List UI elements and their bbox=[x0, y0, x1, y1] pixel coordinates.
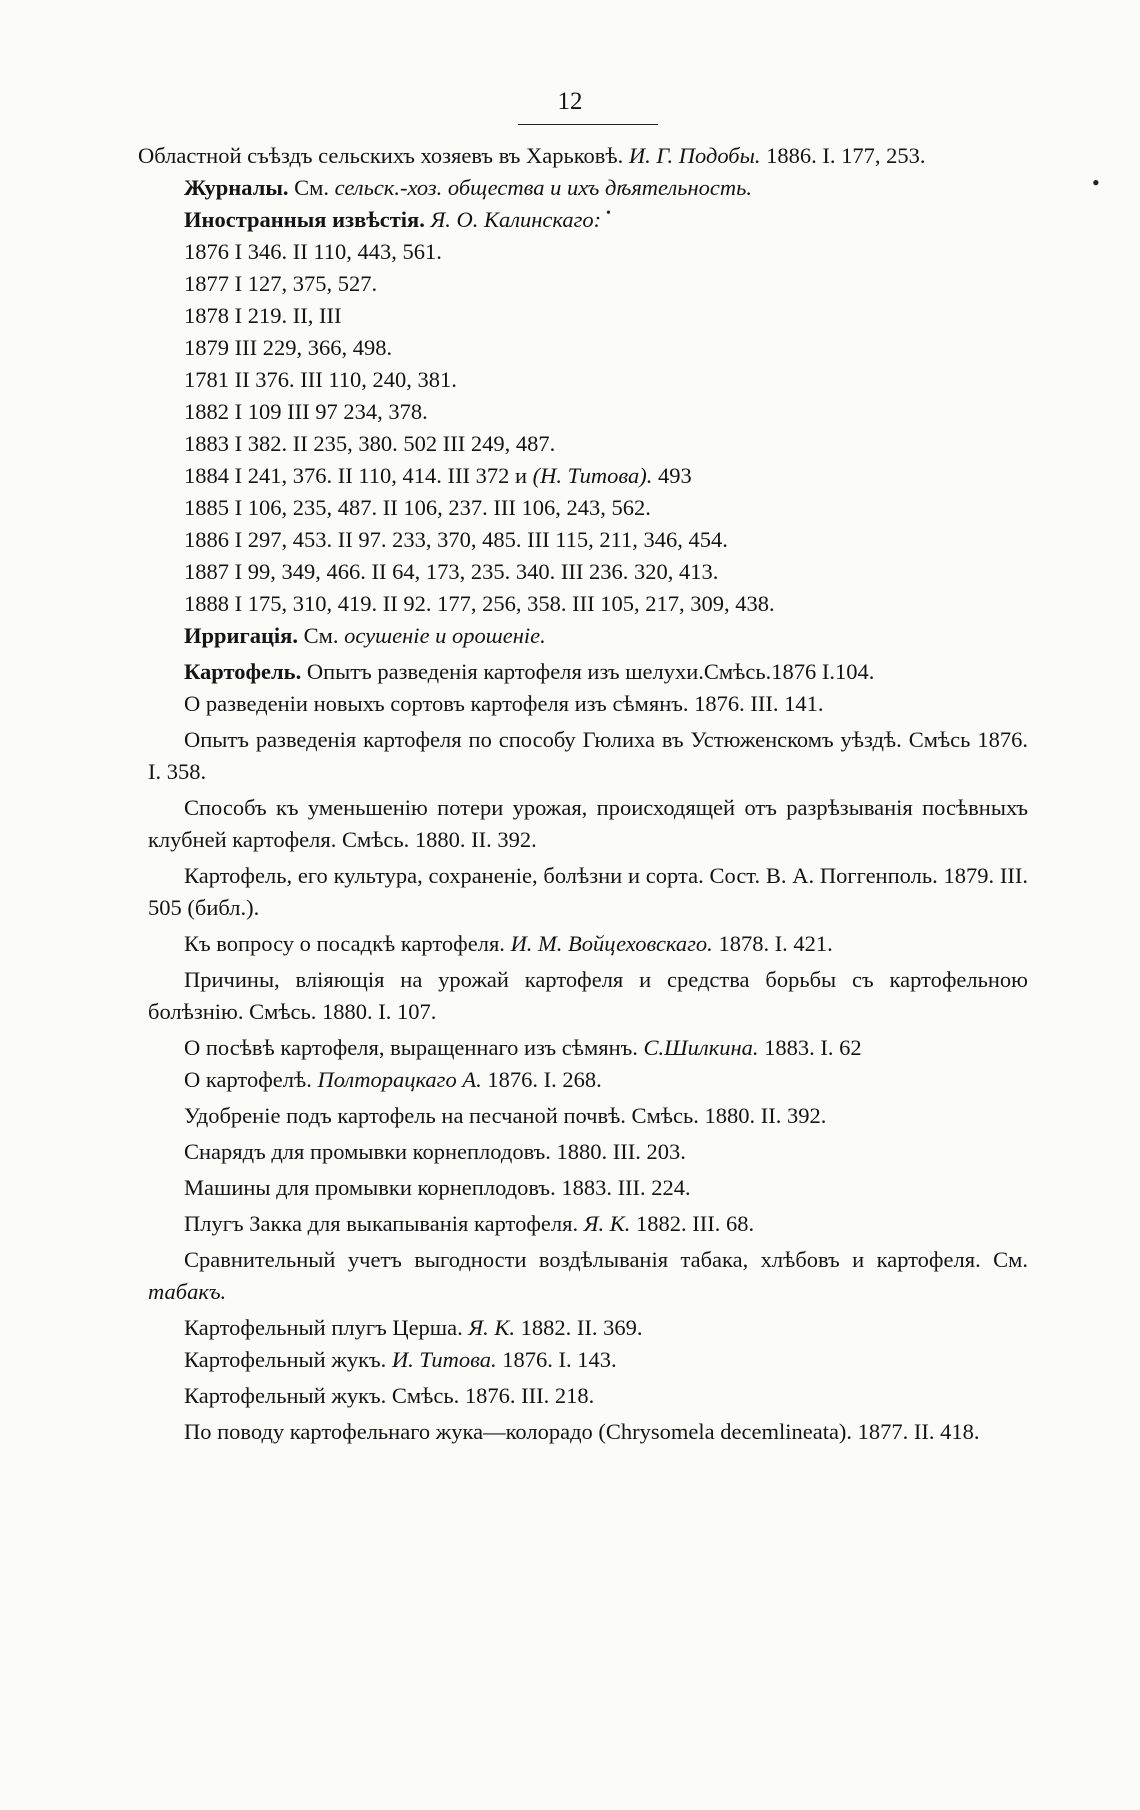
entry-author: Я. О. Калинскаго: bbox=[430, 207, 602, 232]
page-number-rule bbox=[518, 124, 658, 125]
year-line: 1878 I 219. II, III bbox=[184, 303, 342, 328]
entry-citation: 1883. I. 62 bbox=[764, 1035, 862, 1060]
year-line: 1886 I 297, 453. II 97. 233, 370, 485. III 115, 211, 346, 454. bbox=[184, 527, 728, 552]
entry-author: И. М. Войцеховскаго. bbox=[510, 931, 713, 956]
entry-cross-ref: табакъ. bbox=[148, 1279, 227, 1304]
entry-congress bbox=[138, 140, 1028, 172]
year-line: 1781 II 376. III 110, 240, 381. bbox=[184, 367, 457, 392]
entry-author: Полторацкаго А. bbox=[317, 1067, 482, 1092]
entry-potato: Снарядъ для промывки корнеплодовъ. 1880. III. 203. bbox=[184, 1139, 686, 1164]
entry-author: Я. К. bbox=[583, 1211, 631, 1236]
year-line: 1882 I 109 III 97 234, 378. bbox=[184, 399, 428, 424]
entry-potato: Опытъ разведенія картофеля по способу Гюлиха въ Устюженскомъ уѣздѣ. Смѣсь 1876. I. 358. bbox=[148, 727, 1028, 784]
entry-citation: 1886. I. 177, 253. bbox=[766, 143, 926, 168]
ink-speck: • bbox=[606, 206, 611, 221]
entry-text: О картофелѣ. bbox=[184, 1067, 312, 1092]
entry-foreign-news bbox=[148, 204, 1028, 236]
entry-irrigation bbox=[148, 620, 1028, 652]
entry-text: Плугъ Закка для выкапыванія картофеля. bbox=[184, 1211, 579, 1236]
year-line: 1877 I 127, 375, 527. bbox=[184, 271, 378, 296]
entry-potato bbox=[148, 1312, 1028, 1344]
entry-see: См. bbox=[303, 623, 339, 648]
entry-potato bbox=[148, 1344, 1028, 1376]
entry-heading: Картофель. bbox=[184, 659, 302, 684]
entry-potato: Удобреніе подъ картофель на песчаной почвѣ. Смѣсь. 1880. II. 392. bbox=[184, 1103, 827, 1128]
entry-cross-ref: осушеніе и орошеніе. bbox=[344, 623, 546, 648]
entry-cross-ref: сельск.-хоз. общества и ихъ дѣятельность. bbox=[334, 175, 753, 200]
entry-heading: Иностранныя извѣстія. bbox=[184, 207, 425, 232]
year-line: 1883 I 382. II 235, 380. 502 III 249, 487. bbox=[184, 431, 556, 456]
entry-potato-heading bbox=[148, 656, 1028, 688]
page-number: 12 bbox=[557, 88, 583, 115]
entry-text: Къ вопросу о посадкѣ картофеля. bbox=[184, 931, 505, 956]
entry-potato: Картофель, его культура, сохраненіе, болѣзни и сорта. Сост. В. А. Поггенполь. 1879. III. 505 (библ.). bbox=[148, 863, 1028, 920]
entry-citation: 1878. I. 421. bbox=[718, 931, 833, 956]
entry-citation: 1876. I. 143. bbox=[502, 1347, 617, 1372]
entry-potato: По поводу картофельнаго жука—колорадо (Chrysomela decemlineata). 1877. II. 418. bbox=[184, 1419, 980, 1444]
entry-citation: 1882. II. 369. bbox=[520, 1315, 643, 1340]
entry-text: Картофельный плугъ Церша. bbox=[184, 1315, 463, 1340]
year-line: 1888 I 175, 310, 419. II 92. 177, 256, 358. III 105, 217, 309, 438. bbox=[184, 591, 775, 616]
entry-potato bbox=[148, 1244, 1028, 1308]
entry-potato bbox=[148, 1208, 1028, 1240]
entry-potato bbox=[148, 928, 1028, 960]
entry-author: И. Титова. bbox=[391, 1347, 497, 1372]
year-line: 1879 III 229, 366, 498. bbox=[184, 335, 393, 360]
entry-text: Картофельный жукъ. bbox=[184, 1347, 387, 1372]
entry-text: Сравнительный учетъ выгодности воздѣлыванія табака, хлѣбовъ и картофеля. См. bbox=[184, 1247, 1028, 1272]
entry-author: С.Шилкина. bbox=[643, 1035, 759, 1060]
year-line: 1887 I 99, 349, 466. II 64, 173, 235. 340. III 236. 320, 413. bbox=[184, 559, 719, 584]
entry-citation: 1882. III. 68. bbox=[635, 1211, 755, 1236]
entry-journals bbox=[148, 172, 1028, 204]
entry-author: И. Г. Подобы. bbox=[628, 143, 761, 168]
year-line: 1876 I 346. II 110, 443, 561. bbox=[184, 239, 442, 264]
entry-text: Опытъ разведенія картофеля изъ шелухи.Смѣсь.1876 I.104. bbox=[306, 659, 875, 684]
year-line bbox=[184, 460, 1028, 492]
entry-potato: Причины, вліяющія на урожай картофеля и средства борьбы съ картофельною болѣзнію. Смѣсь. 1880. I. 107. bbox=[148, 967, 1028, 1024]
entry-author: Я. К. bbox=[468, 1315, 515, 1340]
entry-author: (Н. Титова). bbox=[532, 463, 653, 488]
entry-heading: Журналы. bbox=[184, 175, 289, 200]
entry-see: См. bbox=[294, 175, 330, 200]
year-line-text: 1884 I 241, 376. II 110, 414. III 372 и bbox=[184, 463, 528, 488]
entry-heading: Ирригація. bbox=[184, 623, 298, 648]
entry-potato: Способъ къ уменьшенію потери урожая, происходящей отъ разрѣзыванія посѣвныхъ клубней картофеля. Смѣсь. 1880. II. 392. bbox=[148, 795, 1028, 852]
year-line-text: 493 bbox=[658, 463, 692, 488]
year-list bbox=[148, 236, 1028, 620]
entry-text: О посѣвѣ картофеля, выращеннаго изъ сѣмянъ. bbox=[184, 1035, 638, 1060]
entry-potato bbox=[148, 1064, 1028, 1096]
entry-potato: О разведеніи новыхъ сортовъ картофеля изъ сѣмянъ. 1876. III. 141. bbox=[184, 691, 824, 716]
ink-speck: • bbox=[1092, 170, 1100, 195]
year-line: 1885 I 106, 235, 487. II 106, 237. III 106, 243, 562. bbox=[184, 495, 651, 520]
index-entries bbox=[138, 140, 1028, 1448]
entry-potato: Машины для промывки корнеплодовъ. 1883. III. 224. bbox=[184, 1175, 691, 1200]
entry-citation: 1876. I. 268. bbox=[487, 1067, 602, 1092]
entry-text: Областной съѣздъ сельскихъ хозяевъ въ Харьковѣ. bbox=[138, 143, 624, 168]
entry-potato bbox=[148, 1032, 1028, 1064]
entry-potato: Картофельный жукъ. Смѣсь. 1876. III. 218. bbox=[184, 1383, 595, 1408]
